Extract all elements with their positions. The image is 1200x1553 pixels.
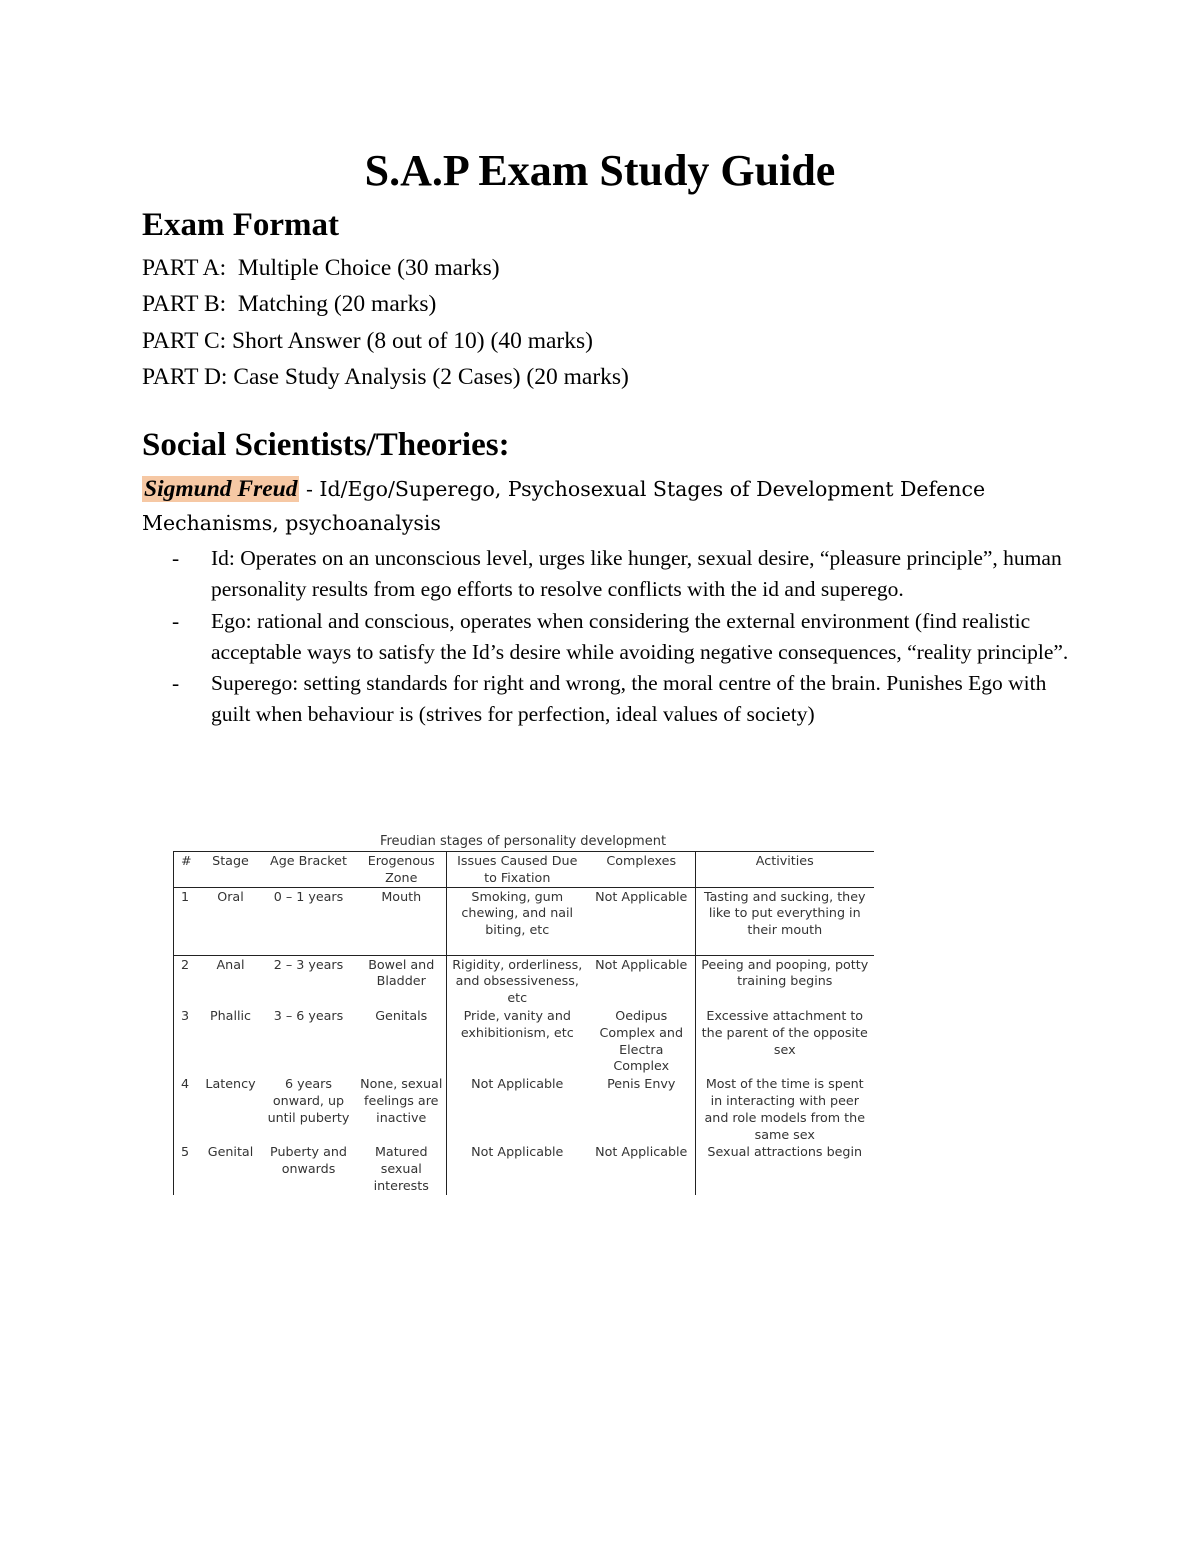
- bullet-text: Id: Operates on an unconscious level, urges like hunger, sexual desire, “pleasure principle”, human personality results from ego efforts to resolve conflicts with the id and superego.: [211, 546, 1062, 602]
- table-cell: 1: [174, 887, 201, 955]
- header-cell: Age Bracket: [261, 852, 357, 888]
- table-cell: Not Applicable: [595, 956, 688, 972]
- table-cell: Pride, vanity and exhibitionism, etc: [447, 1007, 588, 1075]
- header-cell: Issues Caused Due to Fixation: [447, 852, 588, 888]
- table-cell: Puberty and onwards: [270, 1144, 347, 1177]
- table-cell: Not Applicable: [447, 1075, 588, 1143]
- theories-heading: Social Scientists/Theories:: [142, 427, 510, 463]
- table-cell: 3 – 6 years: [273, 1007, 344, 1023]
- table-cell: Mouth: [357, 887, 447, 955]
- bullet-text: Ego: rational and conscious, operates when considering the external environment (find realistic acceptable ways to satisfy the Id’s desire while avoiding negative consequences, “reality principle”.: [211, 608, 1069, 664]
- table-row: [174, 1007, 874, 1075]
- table-cell: Smoking, gum chewing, and nail biting, etc: [447, 887, 588, 955]
- list-item-superego: [172, 668, 1072, 731]
- exam-part-d: PART D: Case Study Analysis (2 Cases) (20 marks): [142, 364, 629, 390]
- table-cell: Anal: [216, 956, 245, 972]
- exam-part-c: PART C: Short Answer (8 out of 10) (40 marks): [142, 328, 593, 354]
- table-cell: Sexual attractions begin: [696, 1143, 874, 1194]
- scientist-line: [142, 472, 1072, 540]
- table-header-row: [174, 852, 874, 888]
- table-cell: Bowel and Bladder: [368, 956, 435, 989]
- scientist-topics: - Id/Ego/Superego, Psychosexual Stages of Development Defence Mechanisms, psychoanalysis: [142, 477, 986, 535]
- table-cell: 2 – 3 years: [273, 956, 344, 972]
- bullet-dash: -: [172, 608, 180, 633]
- table-cell: Matured sexual interests: [373, 1144, 429, 1193]
- table-cell: Oral: [201, 887, 261, 955]
- table-cell: Tasting and sucking, they like to put everything in their mouth: [696, 887, 874, 955]
- table-cell: Phallic: [209, 1007, 252, 1023]
- bullet-text: Superego: setting standards for right and wrong, the moral centre of the brain. Punishes Ego with guilt when behaviour is (strives for perfection, ideal values of society): [211, 671, 1047, 727]
- table-caption: Freudian stages of personality development: [379, 834, 667, 849]
- table-cell: Genital: [207, 1144, 254, 1160]
- header-cell: Stage: [201, 852, 261, 888]
- scientist-name: Sigmund Freud: [144, 476, 298, 502]
- list-item-ego: [172, 606, 1072, 669]
- table-cell: Genitals: [375, 1007, 428, 1023]
- table-cell: Not Applicable: [595, 1144, 688, 1160]
- table-cell: None, sexual feelings are inactive: [360, 1076, 443, 1125]
- table-cell: Not Applicable: [588, 887, 696, 955]
- table-cell: Excessive attachment to the parent of the opposite sex: [696, 1007, 874, 1075]
- table-cell: Not Applicable: [447, 1143, 588, 1194]
- table-cell: 5: [174, 1143, 201, 1194]
- exam-part-b: PART B: Matching (20 marks): [142, 291, 437, 317]
- header-cell: Activities: [696, 852, 874, 888]
- list-item-id: [172, 543, 1072, 606]
- header-cell: #: [174, 852, 201, 888]
- table-row: [174, 1075, 874, 1143]
- table-cell: 6 years onward, up until puberty: [267, 1076, 350, 1125]
- table-cell: Rigidity, orderliness, and obsessiveness, etc: [447, 955, 588, 1007]
- stages-table: [173, 851, 874, 1195]
- table-row: [174, 887, 874, 955]
- table-cell: 2: [174, 955, 201, 1007]
- table-cell: Oedipus Complex and Electra Complex: [599, 1007, 684, 1074]
- table-cell: 3: [174, 1007, 201, 1075]
- stages-table-image: [173, 833, 873, 1191]
- freud-bullet-list: [172, 543, 1072, 731]
- table-cell: Penis Envy: [607, 1076, 676, 1092]
- exam-format-heading: Exam Format: [142, 207, 340, 243]
- page-title: S.A.P Exam Study Guide: [364, 146, 836, 195]
- table-row: [174, 955, 874, 1007]
- bullet-dash: -: [172, 671, 180, 696]
- table-cell: Peeing and pooping, potty training begins: [696, 955, 874, 1007]
- table-cell: 0 – 1 years: [261, 887, 357, 955]
- header-cell: Erogenous Zone: [357, 852, 447, 888]
- table-cell: 4: [174, 1075, 201, 1143]
- header-cell: Complexes: [588, 852, 696, 888]
- bullet-dash: -: [172, 546, 180, 570]
- table-cell: Most of the time is spent in interacting with peer and role models from the same sex: [696, 1075, 874, 1143]
- exam-part-a: PART A: Multiple Choice (30 marks): [142, 255, 500, 281]
- table-row: [174, 1143, 874, 1194]
- table-cell: Latency: [205, 1076, 256, 1092]
